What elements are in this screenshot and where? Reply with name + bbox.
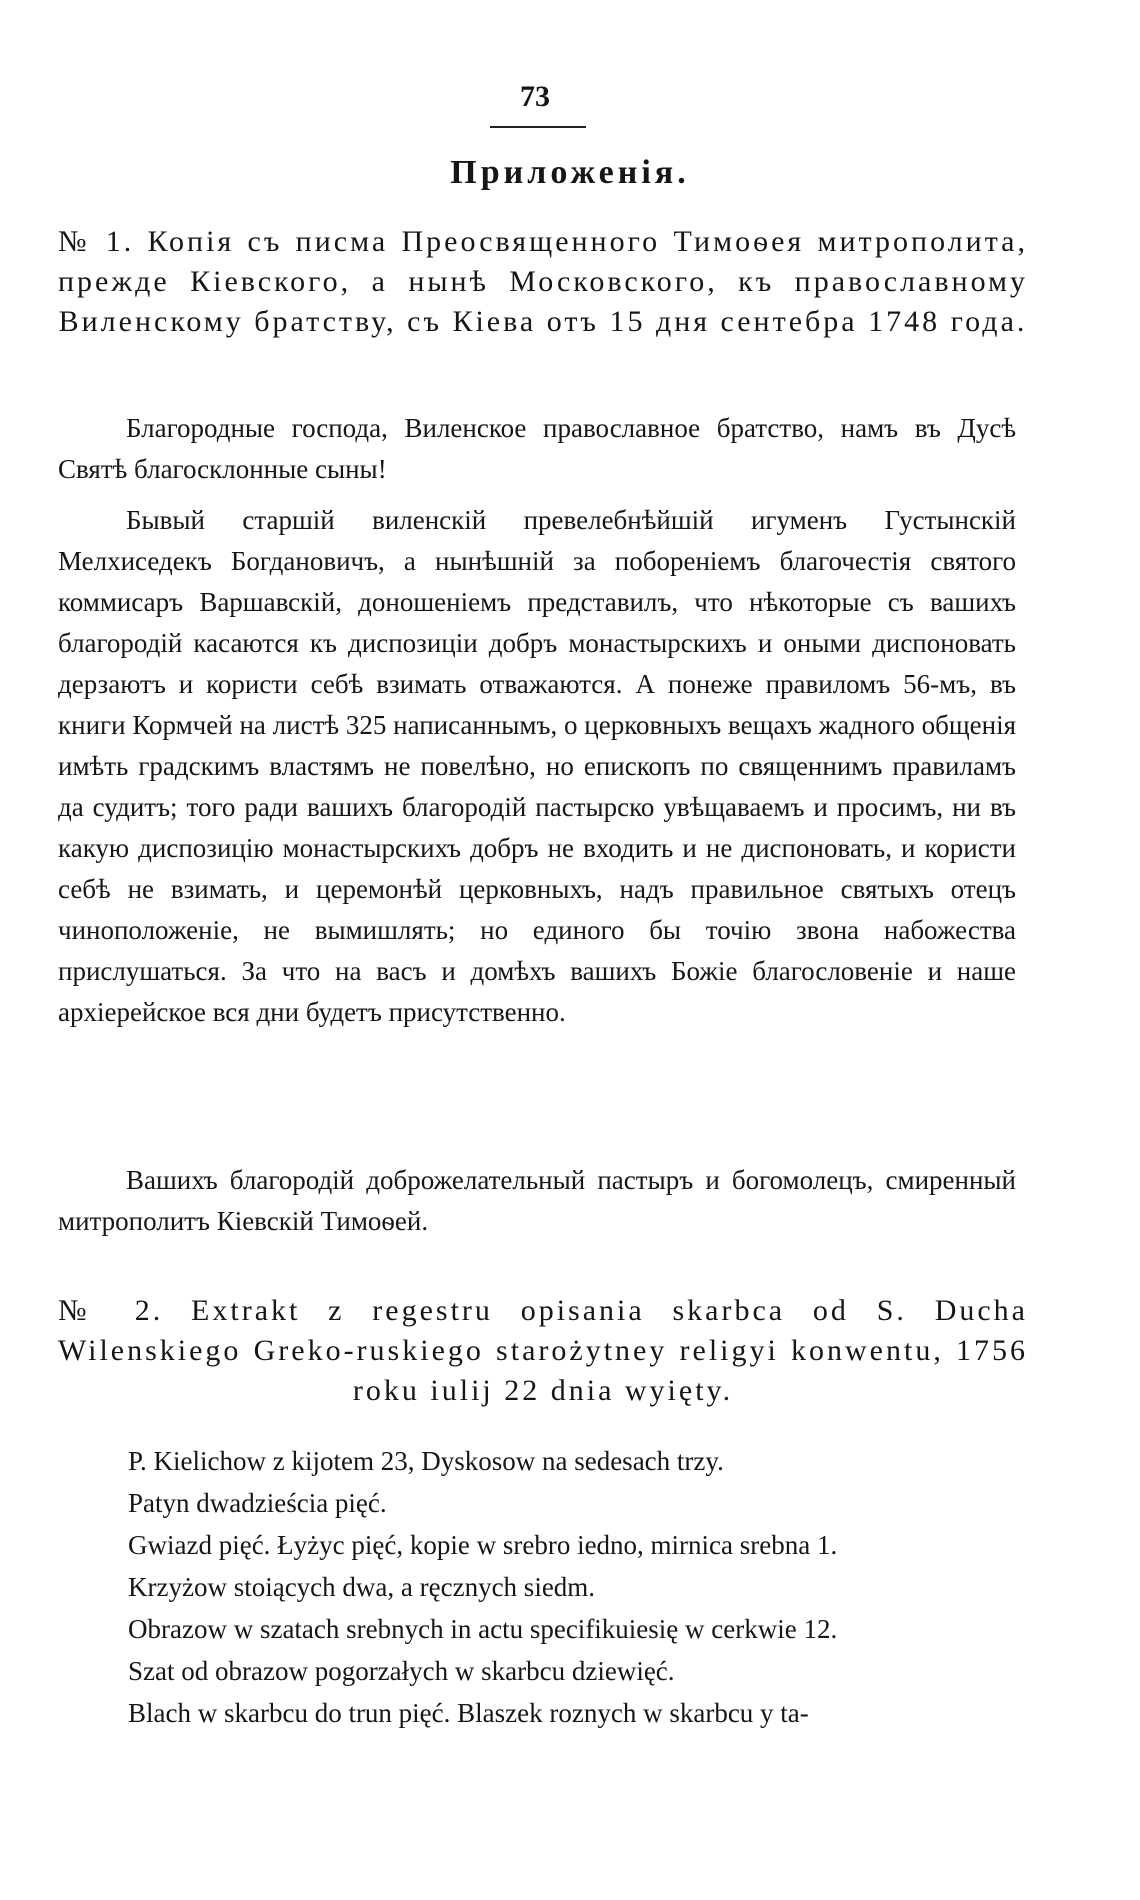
inventory-list [128,1440,1028,1734]
page-number: 73 [520,80,550,113]
section-1-title: № 1. Копія съ писма Преосвященного Тимоѳея митрополита, прежде Кіевского, а нынѣ Московского, къ православному Виленскому братству, съ Кіева отъ 15 дня сентебра 1748 года. [58,225,1028,338]
list-item: Krzyżow stoiących dwa, a ręcznych siedm. [128,1572,596,1602]
list-item: Patyn dwadzieścia pięć. [128,1488,387,1518]
section-2-title: № 2. Extrakt z regestru opisania skarbca od S. Ducha Wilenskiego Greko-ruskiego starożytney religyi konwentu, 1756 roku iulij 22 dnia wyięty. [58,1294,1028,1407]
letter-salutation: Благородные господа, Виленское православное братство, намъ въ Дусѣ Святѣ благосклонные сыны! [58,413,1016,484]
list-item: P. Kielichow z kijotem 23, Dyskosow na sedesach trzy. [128,1446,724,1476]
list-item: Gwiazd pięć. Łyżyc pięć, kopie w srebro iedno, mirnica srebna 1. [128,1530,838,1560]
letter-body: Бывый старшій виленскій превелебнѣйшій игуменъ Густынскій Мелхиседекъ Богдановичъ, а нынѣшній за побореніемъ благочестія святого коммисаръ Варшавскій, доношеніемъ представилъ, что нѣкоторые съ вашихъ благородій касаются къ диспозиціи добръ монастырскихъ и оными диспоновать дерзаютъ и користи себѣ взимать отважаются. А понеже правиломъ 56-мъ, въ книги Кормчей на листѣ 325 написаннымъ, о церковныхъ вещахъ жадного общенія имѣть градскимъ властямъ не повелѣно, но епископъ по священнимъ правиламъ да судитъ; того ради вашихъ благородій пастырско увѣщаваемъ и просимъ, ни въ какую диспозицію монастырскихъ добръ не входить и не диспоновать, и користи себѣ не взимать, и церемонѣй церковныхъ, надъ правильное святыхъ отецъ чиноположеніе, не вымишлять; но единого бы точію звона набожества прислушаться. За что на васъ и домѣхъ вашихъ Божіе благословеніе и наше архіерейское вся дни будетъ присутственно. [58,505,1016,1027]
list-item: Szat od obrazow pogorzałych w skarbcu dziewięć. [128,1656,675,1686]
letter-signature: Вашихъ благородій доброжелательный пастыръ и богомолецъ, смиренный митрополитъ Кіевскій Тимоѳей. [58,1165,1016,1236]
list-item: Obrazow w szatach srebnych in actu specifikuiesię w cerkwie 12. [128,1614,838,1644]
list-item: Blach w skarbcu do trun pięć. Blaszek roznych w skarbcu y ta- [128,1698,809,1728]
page-number-rule [490,126,586,128]
page-heading: Приложенія. [450,154,690,191]
